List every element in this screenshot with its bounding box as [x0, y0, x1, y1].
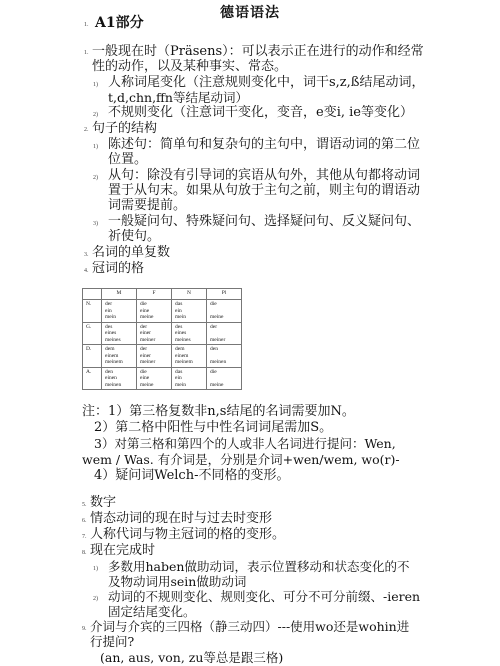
sub-number: 2): [93, 175, 98, 181]
sub-item-text: 祈使句。: [108, 229, 161, 244]
list-number: 1.: [84, 50, 89, 56]
table-cell: des eines meines: [172, 322, 207, 345]
table-cell: des eines meines: [102, 322, 137, 345]
item-text: (an, aus, von, zu等总是跟三格): [100, 650, 284, 665]
sub-number: 1): [93, 566, 98, 572]
sub-item-text: 人称词尾变化（注意规则变化中，词干s,z,ß结尾动词，: [108, 75, 425, 90]
section-heading-a1: A1部分: [95, 15, 144, 31]
sub-item-text: 词需要提前。: [108, 198, 187, 213]
case-label: D.: [83, 345, 102, 368]
sub-item-text: t,d,chn,ffn等结尾动词）: [108, 90, 248, 105]
page-title: 德语语法: [220, 5, 280, 21]
list-number: 5.: [82, 502, 87, 508]
table-cell: die meine: [207, 367, 242, 390]
list-number: 9.: [82, 626, 87, 632]
item-text: 行提问?: [90, 634, 135, 649]
table-cell: der ein mein: [102, 300, 137, 323]
table-cell: dem einem meinem: [102, 345, 137, 368]
sub-item-text: 及物动词用sein做助动词: [108, 574, 247, 589]
table-cell: den meinen: [207, 345, 242, 368]
item-text: 介词与介宾的三四格（静三动四）---使用wo还是wohin进: [90, 619, 410, 634]
table-header: N: [172, 289, 207, 300]
note-line: 4）疑问词Welch-不同格的变形。: [94, 468, 290, 483]
sub-item-text: 不规则变化（注意词干变化，变音，e变i, ie等变化）: [108, 105, 413, 120]
sub-item-text: 固定结尾变化。: [108, 604, 196, 619]
table-cell: der einer meiner: [137, 322, 172, 345]
note-line: 3）对第三格和第四个的人或非人名词进行提问：Wen,: [94, 436, 396, 451]
sub-item-text: 多数用haben做助动词，表示位置移动和状态变化的不: [108, 559, 410, 574]
list-number: 4.: [84, 268, 89, 274]
case-label: G.: [83, 322, 102, 345]
table-header: M: [102, 289, 137, 300]
table-header: Pl: [207, 289, 242, 300]
table-header: [83, 289, 102, 300]
sub-item-text: 陈述句：简单句和复杂句的主句中，谓语动词的第二位: [108, 137, 421, 152]
table-header: F: [137, 289, 172, 300]
item-text: 性的动作，以及某种事实、常态。: [92, 59, 288, 74]
case-label: A.: [83, 367, 102, 390]
item-heading: 名词的单复数: [92, 245, 171, 260]
list-number: 2.: [84, 127, 89, 133]
item-text: 一般现在时（Präsens）：可以表示正在进行的动作和经常: [92, 44, 424, 59]
table-cell: das ein mein: [172, 300, 207, 323]
note-line: wem / Was. 有介词是，分别是介词+wen/wem, wo(r)-: [82, 452, 400, 467]
table-cell: der meiner: [207, 322, 242, 345]
list-number: 8.: [82, 550, 87, 556]
item-heading: 句子的结构: [92, 121, 158, 136]
list-number: 6.: [82, 518, 87, 524]
sub-number: 1): [93, 82, 98, 88]
list-number: 3.: [84, 252, 89, 258]
article-declension-table: [82, 288, 242, 390]
sub-item-text: 动词的不规则变化、规则变化、可分不可分前缀、-ieren: [108, 589, 421, 604]
sub-number: 3): [93, 221, 98, 227]
table-cell: die eine meine: [137, 300, 172, 323]
case-label: N.: [83, 300, 102, 323]
list-number: 1.: [84, 22, 89, 28]
item-heading: 人称代词与物主冠词的格的变形。: [90, 527, 286, 542]
table-cell: der einer meiner: [137, 345, 172, 368]
table-cell: die meine: [207, 300, 242, 323]
item-heading: 现在完成时: [90, 543, 156, 558]
sub-number: 2): [93, 596, 98, 602]
table-cell: den einen meinen: [102, 367, 137, 390]
item-heading: 数字: [90, 495, 117, 510]
item-heading: 情态动词的现在时与过去时变形: [90, 511, 273, 526]
table-row: [83, 367, 242, 390]
item-heading: 冠词的格: [92, 261, 145, 276]
table-row: [83, 300, 242, 323]
table-cell: die eine meine: [137, 367, 172, 390]
sub-number: 2): [93, 112, 98, 118]
table-cell: das ein mein: [172, 367, 207, 390]
sub-item-text: 一般疑问句、特殊疑问句、选择疑问句、反义疑问句、: [108, 214, 421, 229]
note-line: 2）第二格中阳性与中性名词词尾需加S。: [94, 420, 333, 435]
table-cell: dem einem meinem: [172, 345, 207, 368]
note-line: 注：1）第三格复数非n,s结尾的名词需要加N。: [82, 404, 355, 419]
sub-item-text: 位置。: [108, 152, 148, 167]
list-number: 7.: [82, 534, 87, 540]
sub-item-text: 从句：除没有引导词的宾语从句外，其他从句都将动词: [108, 168, 421, 183]
table-row: [83, 345, 242, 368]
sub-number: 1): [93, 144, 98, 150]
table-row: [83, 322, 242, 345]
sub-item-text: 置于从句末。如果从句放于主句之前，则主句的谓语动: [108, 183, 421, 198]
